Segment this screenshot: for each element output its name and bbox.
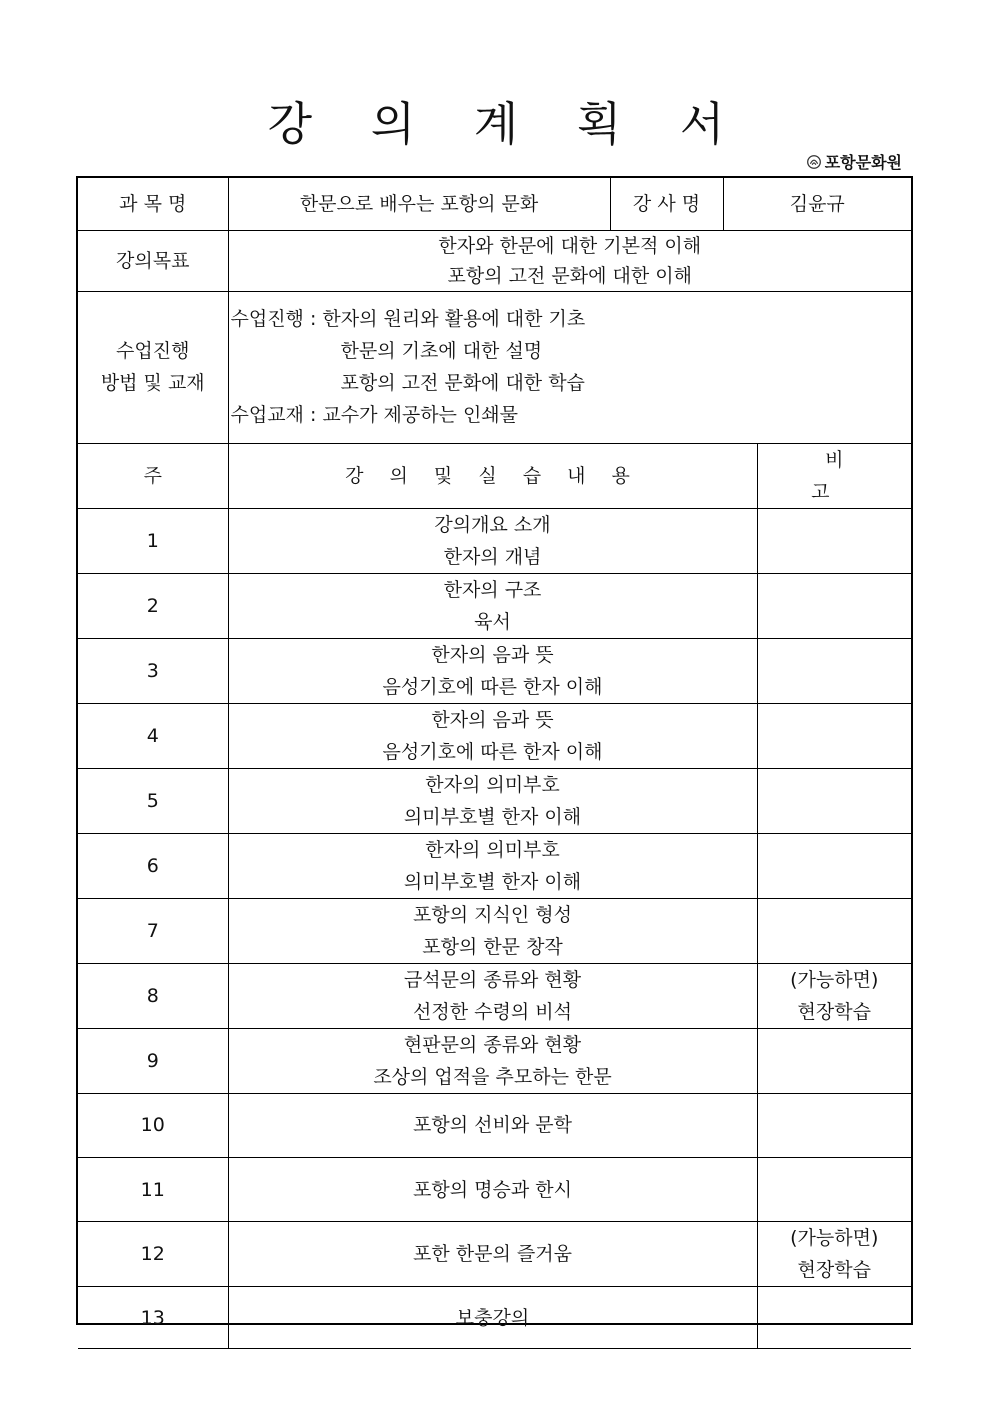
week-remark-line-2: 현장학습 (797, 1000, 871, 1023)
week-number: 12 (78, 1222, 228, 1287)
page-title: 강 의 계 획 서 (267, 97, 747, 151)
week-remark (757, 1093, 911, 1157)
week-remark (757, 573, 911, 638)
week-content-line-1: 보충강의 (455, 1306, 530, 1329)
week-remark-line-1: (가능하면) (790, 1227, 879, 1250)
week-content-line-1: 한자의 의미부호 (425, 838, 560, 861)
org-name: 포항문화원 (824, 153, 902, 172)
week-row (78, 1157, 911, 1221)
week-remark (757, 1222, 911, 1287)
week-row (78, 898, 911, 963)
progress-prefix: 수업진행 : (230, 308, 323, 330)
week-content-line-2: 육서 (474, 610, 511, 633)
week-content (228, 833, 757, 898)
week-row (78, 508, 911, 573)
progress-item-1: 한자의 원리와 활용에 대한 기초 (322, 308, 586, 330)
week-number: 9 (78, 1028, 228, 1093)
week-content-line-2: 음성기호에 따른 한자 이해 (382, 675, 603, 698)
week-row (78, 638, 911, 703)
lecturer-value: 김윤규 (723, 178, 911, 230)
week-remark (757, 768, 911, 833)
lecturer-label: 강 사 명 (610, 178, 723, 230)
content-header: 강 의 및 실 습 내 용 (228, 444, 757, 509)
week-content (228, 1222, 757, 1287)
goal-line-2: 포항의 고전 문화에 대한 이해 (447, 264, 692, 287)
week-content (228, 703, 757, 768)
schedule-header-row (78, 444, 911, 509)
week-remark (757, 1157, 911, 1221)
week-content-line-1: 포항의 선비와 문학 (413, 1114, 572, 1137)
week-remark (757, 1028, 911, 1093)
week-row (78, 768, 911, 833)
week-content (228, 898, 757, 963)
week-content-line-2: 의미부호별 한자 이해 (403, 805, 582, 828)
week-number: 1 (78, 508, 228, 573)
progress-item-2: 한문의 기초에 대한 설명 (340, 340, 543, 362)
week-row (78, 833, 911, 898)
week-number: 13 (78, 1287, 228, 1349)
week-content-line-2: 한자의 개념 (443, 545, 542, 568)
week-content-line-1: 강의개요 소개 (434, 513, 551, 536)
progress-line-1 (231, 303, 912, 335)
week-content-line-1: 포항의 명승과 한시 (413, 1178, 572, 1201)
method-label-line-2: 방법 및 교재 (100, 372, 205, 394)
week-number: 6 (78, 833, 228, 898)
week-remark (757, 963, 911, 1028)
weeks-body (78, 508, 911, 1349)
method-row (78, 291, 911, 443)
goal-line-1: 한자와 한문에 대한 기본적 이해 (438, 234, 702, 257)
week-number: 2 (78, 573, 228, 638)
week-remark (757, 703, 911, 768)
week-number: 5 (78, 768, 228, 833)
week-remark (757, 833, 911, 898)
week-header: 주 (78, 444, 228, 509)
week-remark-line-1: (가능하면) (790, 968, 879, 991)
info-table (78, 178, 911, 444)
week-row (78, 1287, 911, 1349)
week-content (228, 1287, 757, 1349)
week-remark (757, 508, 911, 573)
week-number: 10 (78, 1093, 228, 1157)
week-remark-line-2: 현장학습 (797, 1259, 871, 1282)
week-content-line-1: 한자의 음과 뜻 (431, 643, 554, 666)
subject-label: 과 목 명 (78, 178, 228, 230)
week-content (228, 1093, 757, 1157)
week-content-line-1: 포한 한문의 즐거움 (413, 1243, 572, 1266)
week-content (228, 1157, 757, 1221)
remark-header: 비 고 (757, 444, 911, 509)
week-number: 8 (78, 963, 228, 1028)
week-row (78, 1222, 911, 1287)
week-content-line-2: 포항의 한문 창작 (422, 935, 563, 958)
week-row (78, 703, 911, 768)
week-content (228, 508, 757, 573)
week-remark (757, 638, 911, 703)
lecture-plan-table (76, 176, 913, 1329)
week-content-line-1: 금석문의 종류와 현황 (403, 968, 582, 991)
week-row (78, 573, 911, 638)
week-remark (757, 1287, 911, 1349)
week-content-line-2: 음성기호에 따른 한자 이해 (382, 740, 603, 763)
method-content (228, 291, 911, 443)
week-row (78, 963, 911, 1028)
week-number: 11 (78, 1157, 228, 1221)
week-content (228, 768, 757, 833)
week-row (78, 1028, 911, 1093)
org-logo (805, 150, 902, 173)
week-number: 4 (78, 703, 228, 768)
week-content (228, 1028, 757, 1093)
goal-row (78, 230, 911, 291)
subject-row (78, 178, 911, 230)
method-label (78, 291, 228, 443)
week-remark (757, 898, 911, 963)
week-row (78, 1093, 911, 1157)
material-line: 수업교재 : 교수가 제공하는 인쇄물 (230, 404, 519, 426)
week-content (228, 963, 757, 1028)
subject-value: 한문으로 배우는 포항의 문화 (228, 178, 610, 230)
week-content (228, 638, 757, 703)
goal-content (228, 230, 911, 291)
week-number: 3 (78, 638, 228, 703)
week-content-line-1: 한자의 의미부호 (425, 773, 560, 796)
progress-item-3: 포항의 고전 문화에 대한 학습 (340, 372, 585, 394)
week-content-line-2: 의미부호별 한자 이해 (403, 870, 582, 893)
org-emblem-icon (805, 153, 823, 171)
goal-label: 강의목표 (78, 230, 228, 291)
week-content-line-1: 현판문의 종류와 현황 (403, 1033, 582, 1056)
week-content-line-2: 선정한 수령의 비석 (413, 1000, 572, 1023)
week-content-line-1: 한자의 구조 (443, 578, 542, 601)
week-number: 7 (78, 898, 228, 963)
week-content-line-1: 포항의 지식인 형성 (413, 903, 572, 926)
week-content (228, 573, 757, 638)
method-label-line-1: 수업진행 (116, 340, 190, 362)
schedule-table (78, 444, 911, 1350)
week-content-line-2: 조상의 업적을 추모하는 한문 (373, 1065, 612, 1088)
week-content-line-1: 한자의 음과 뜻 (431, 708, 554, 731)
